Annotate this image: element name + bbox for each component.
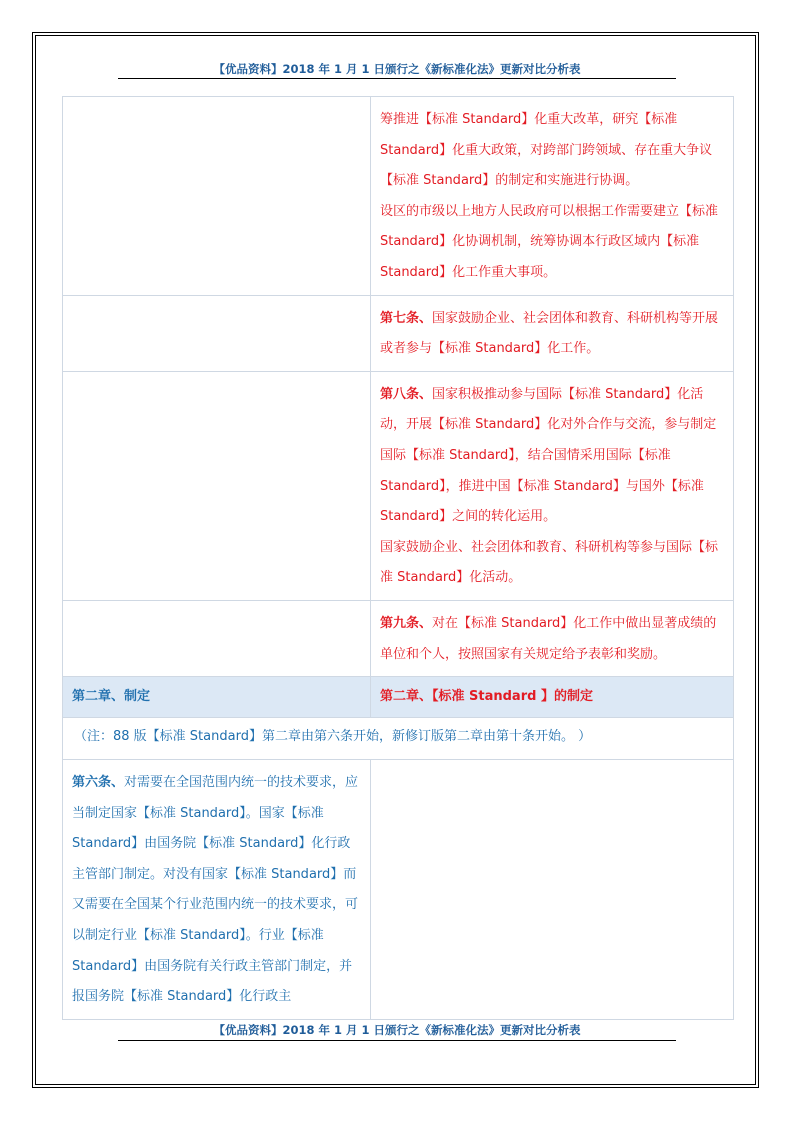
comparison-table <box>62 96 734 1020</box>
table-row <box>63 760 734 1020</box>
old-law-cell <box>63 371 371 600</box>
article-text: 对在【标准 Standard】化工作中做出显著成绩的单位和个人，按照国家有关规定给予表彰和奖励。 <box>380 615 717 662</box>
article-text: 对需要在全国范围内统一的技术要求，应当制定国家【标准 Standard】。国家【标准 Standard】由国务院【标准 Standard】化行政主管部门制定。对没有国家【标准 Standard】而又需要在全国某个行业范围内统一的技术要求，可以制定行业【标准 Standard】。行业【标准 Standard】由国务院有关行政主管部门制定，并报国务院【标准 Standard】化行政主 <box>72 775 359 1005</box>
new-law-cell <box>371 371 734 600</box>
old-law-cell <box>63 97 371 296</box>
article-paragraph <box>380 380 725 533</box>
old-law-cell <box>63 295 371 371</box>
article-number: 第七条、 <box>380 310 433 326</box>
new-law-cell <box>371 600 734 676</box>
article-number: 第八条、 <box>380 386 433 402</box>
new-chapter-title: 第二章、【标准 Standard 】的制定 <box>371 677 734 718</box>
chapter-heading-row <box>63 677 734 718</box>
table-row <box>63 97 734 296</box>
table-row <box>63 295 734 371</box>
article-text: 国家鼓励企业、社会团体和教育、科研机构等参与国际【标准 Standard】化活动。 <box>380 539 719 586</box>
footer-rule <box>118 1040 676 1041</box>
table-row <box>63 600 734 676</box>
table-row <box>63 371 734 600</box>
article-number: 第九条、 <box>380 615 433 631</box>
article-text: 国家鼓励企业、社会团体和教育、科研机构等开展或者参与【标准 Standard】化工作。 <box>380 310 719 357</box>
page-footer-title: 【优品资料】2018 年 1 月 1 日颁行之《新标准化法》更新对比分析表 <box>213 1023 581 1037</box>
new-law-cell <box>371 760 734 1020</box>
old-law-cell <box>63 760 371 1020</box>
new-law-cell <box>371 295 734 371</box>
article-text: 国家积极推动参与国际【标准 Standard】化活动，开展【标准 Standard】化对外合作与交流，参与制定国际【标准 Standard】，结合国情采用国际【标准 Standard】，推进中国【标准 Standard】与国外【标准 Standard】之间的转化运用。 <box>380 386 717 525</box>
old-law-cell <box>63 600 371 676</box>
old-chapter-title: 第二章、制定 <box>63 677 371 718</box>
header-rule <box>118 78 676 79</box>
new-law-cell <box>371 97 734 296</box>
article-text: 筹推进【标准 Standard】化重大改革，研究【标准 Standard】化重大政策，对跨部门跨领域、存在重大争议【标准 Standard】的制定和实施进行协调。 <box>380 112 713 189</box>
article-number: 第六条、 <box>72 775 125 791</box>
note-row <box>63 718 734 760</box>
article-text: 设区的市级以上地方人民政府可以根据工作需要建立【标准 Standard】化协调机制，统筹协调本行政区域内【标准 Standard】化工作重大事项。 <box>380 203 719 280</box>
page-header-title: 【优品资料】2018 年 1 月 1 日颁行之《新标准化法》更新对比分析表 <box>213 62 581 76</box>
chapter-note: （注：88 版【标准 Standard】第二章由第六条开始，新修订版第二章由第十条开始。 ） <box>63 718 734 760</box>
